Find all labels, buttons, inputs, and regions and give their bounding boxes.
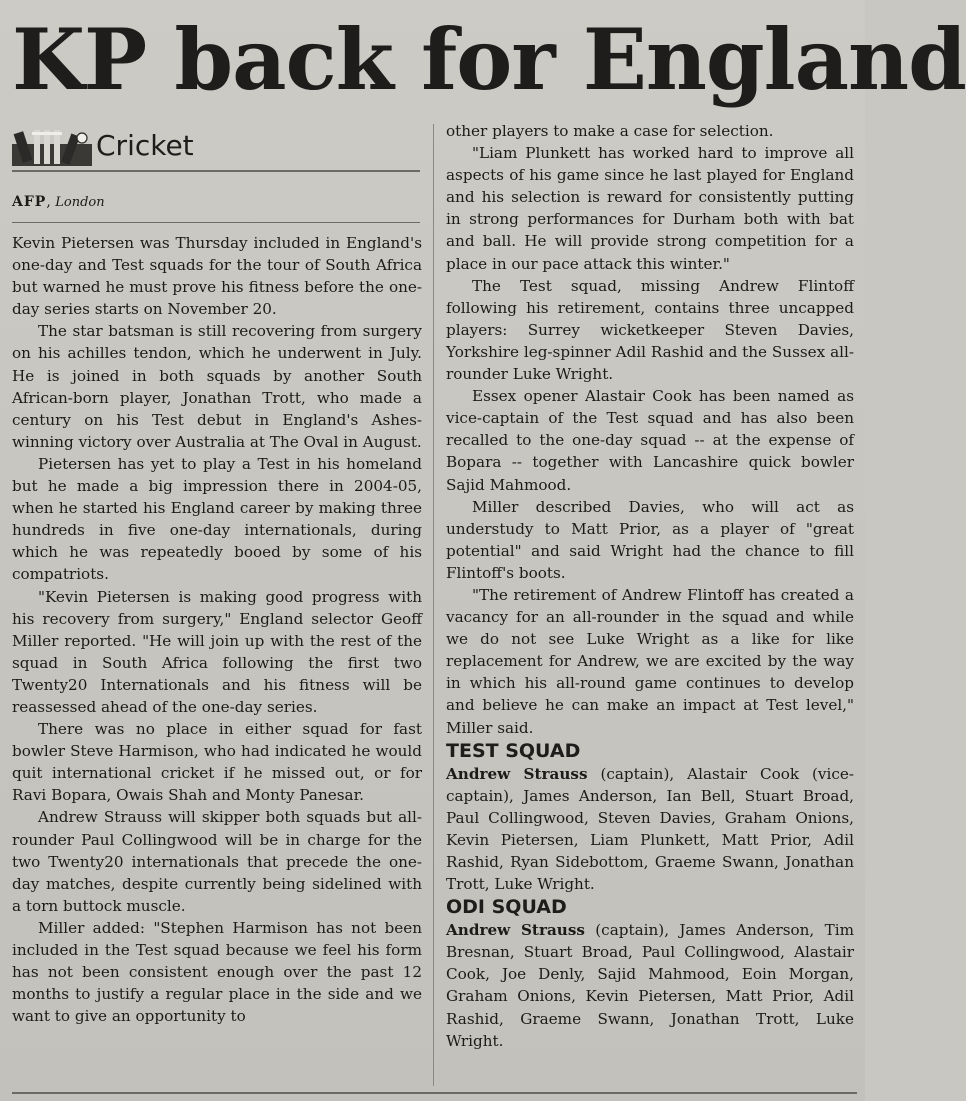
column-divider bbox=[433, 124, 434, 1086]
odi-squad-list bbox=[446, 919, 854, 1052]
article-body-right bbox=[446, 120, 854, 1052]
paragraph: "The retirement of Andrew Flintoff has created a vacancy for an all-rounder in the squad and while we do not see Luke Wright as a like for like replacement for Andrew, we are excited by the way in which his all-round game continues to develop and believe he can make an impact at Test level," Miller said. bbox=[446, 585, 854, 737]
paragraph: Miller described Davies, who will act as understudy to Matt Prior, as a player of "great potential" and said Wright had the chance to fill Flintoff's boots. bbox=[446, 497, 854, 582]
squad-captain: Andrew Strauss bbox=[446, 764, 588, 783]
paragraph: "Kevin Pietersen is making good progress with his recovery from surgery," England selector Geoff Miller reported. "He will join up with the rest of the squad in South Africa following the first two Twenty20 Internationals and his fitness will be reassessed ahead of the one-day series. bbox=[12, 587, 422, 716]
paragraph: "Liam Plunkett has worked hard to improve all aspects of his game since he last played for England and his selection is reward for consistently putting in strong performances for Durham both with bat and ball. He will provide strong competition for a place in our pace attack this winter." bbox=[446, 144, 854, 273]
paragraph: Andrew Strauss will skipper both squads but all-rounder Paul Collingwood will be in charge for the two Twenty20 internationals that precede the one-day matches, despite currently being sidelined with a torn buttock muscle. bbox=[12, 808, 422, 915]
bottom-rule bbox=[12, 1092, 857, 1094]
section-label: Cricket bbox=[96, 129, 194, 162]
paragraph: The star batsman is still recovering from surgery on his achilles tendon, which he underwent in July. He is joined in both squads by another South African-born player, Jonathan Trott, who made a century on his Test debut in England's Ashes-winning victory over Australia at The Oval in August. bbox=[12, 322, 422, 451]
paragraph: Pietersen has yet to play a Test in his homeland but he made a big impression there in 2004-05, when he started his England career by making three hundreds in five one-day internationals, during which he was repeatedly booed by some of his compatriots. bbox=[12, 454, 422, 584]
byline: AFP, London bbox=[12, 194, 105, 210]
paragraph: Essex opener Alastair Cook has been named as vice-captain of the Test squad and has also been recalled to the one-day squad -- at the expense of Bopara -- together with Lancashire quick bowler Sajid Mahmood. bbox=[446, 387, 854, 494]
paragraph: Miller added: "Stephen Harmison has not been included in the Test squad because we feel his form has not been consistent enough over the past 12 months to justify a regular place in the side and we want to give an opportunity to bbox=[12, 918, 422, 1026]
byline-agency: AFP bbox=[12, 194, 47, 210]
section-header bbox=[12, 124, 420, 172]
paragraph: Kevin Pietersen was Thursday included in England's one-day and Test squads for the tour of South Africa but warned he must prove his fitness before the one-day series starts on November 20. bbox=[12, 234, 422, 319]
squad-players: (captain), James Anderson, Tim Bresnan, Stuart Broad, Paul Collingwood, Alastair Cook, Joe Denly, Sajid Mahmood, Eoin Morgan, Graham Onions, Kevin Pietersen, Matt Prior, Adil Rashid, Graeme Swann, Jonathan Trott, Luke Wright. bbox=[446, 921, 854, 1050]
paragraph: The Test squad, missing Andrew Flintoff following his retirement, contains three uncapped players: Surrey wicketkeeper Steven Davies, Yorkshire leg-spinner Adil Rashid and the Sussex all-rounder Luke Wright. bbox=[446, 276, 854, 384]
byline-location: London bbox=[55, 195, 105, 210]
odi-squad-heading: ODI SQUAD bbox=[446, 896, 567, 919]
squad-players: (captain), Alastair Cook (vice-captain), James Anderson, Ian Bell, Stuart Broad, Paul Collingwood, Steven Davies, Graham Onions, Kevin Pietersen, Liam Plunkett, Matt Prior, Adil Rashid, Ryan Sidebottom, Graeme Swann, Jonathan Trott, Luke Wright. bbox=[446, 764, 854, 894]
squad-captain: Andrew Strauss bbox=[446, 921, 585, 940]
article-body-left bbox=[12, 232, 422, 1027]
test-squad-heading: TEST SQUAD bbox=[446, 739, 581, 762]
cricket-bat-ball-icon bbox=[12, 130, 92, 166]
paragraph: other players to make a case for selection. bbox=[446, 122, 774, 140]
byline-rule bbox=[12, 222, 420, 223]
paragraph: There was no place in either squad for fast bowler Steve Harmison, who had indicated he would quit international cricket if he missed out, or for Ravi Bopara, Owais Shah and Monty Panesar. bbox=[12, 720, 422, 805]
headline: KP back for England bbox=[12, 10, 966, 109]
test-squad-list bbox=[446, 763, 854, 896]
